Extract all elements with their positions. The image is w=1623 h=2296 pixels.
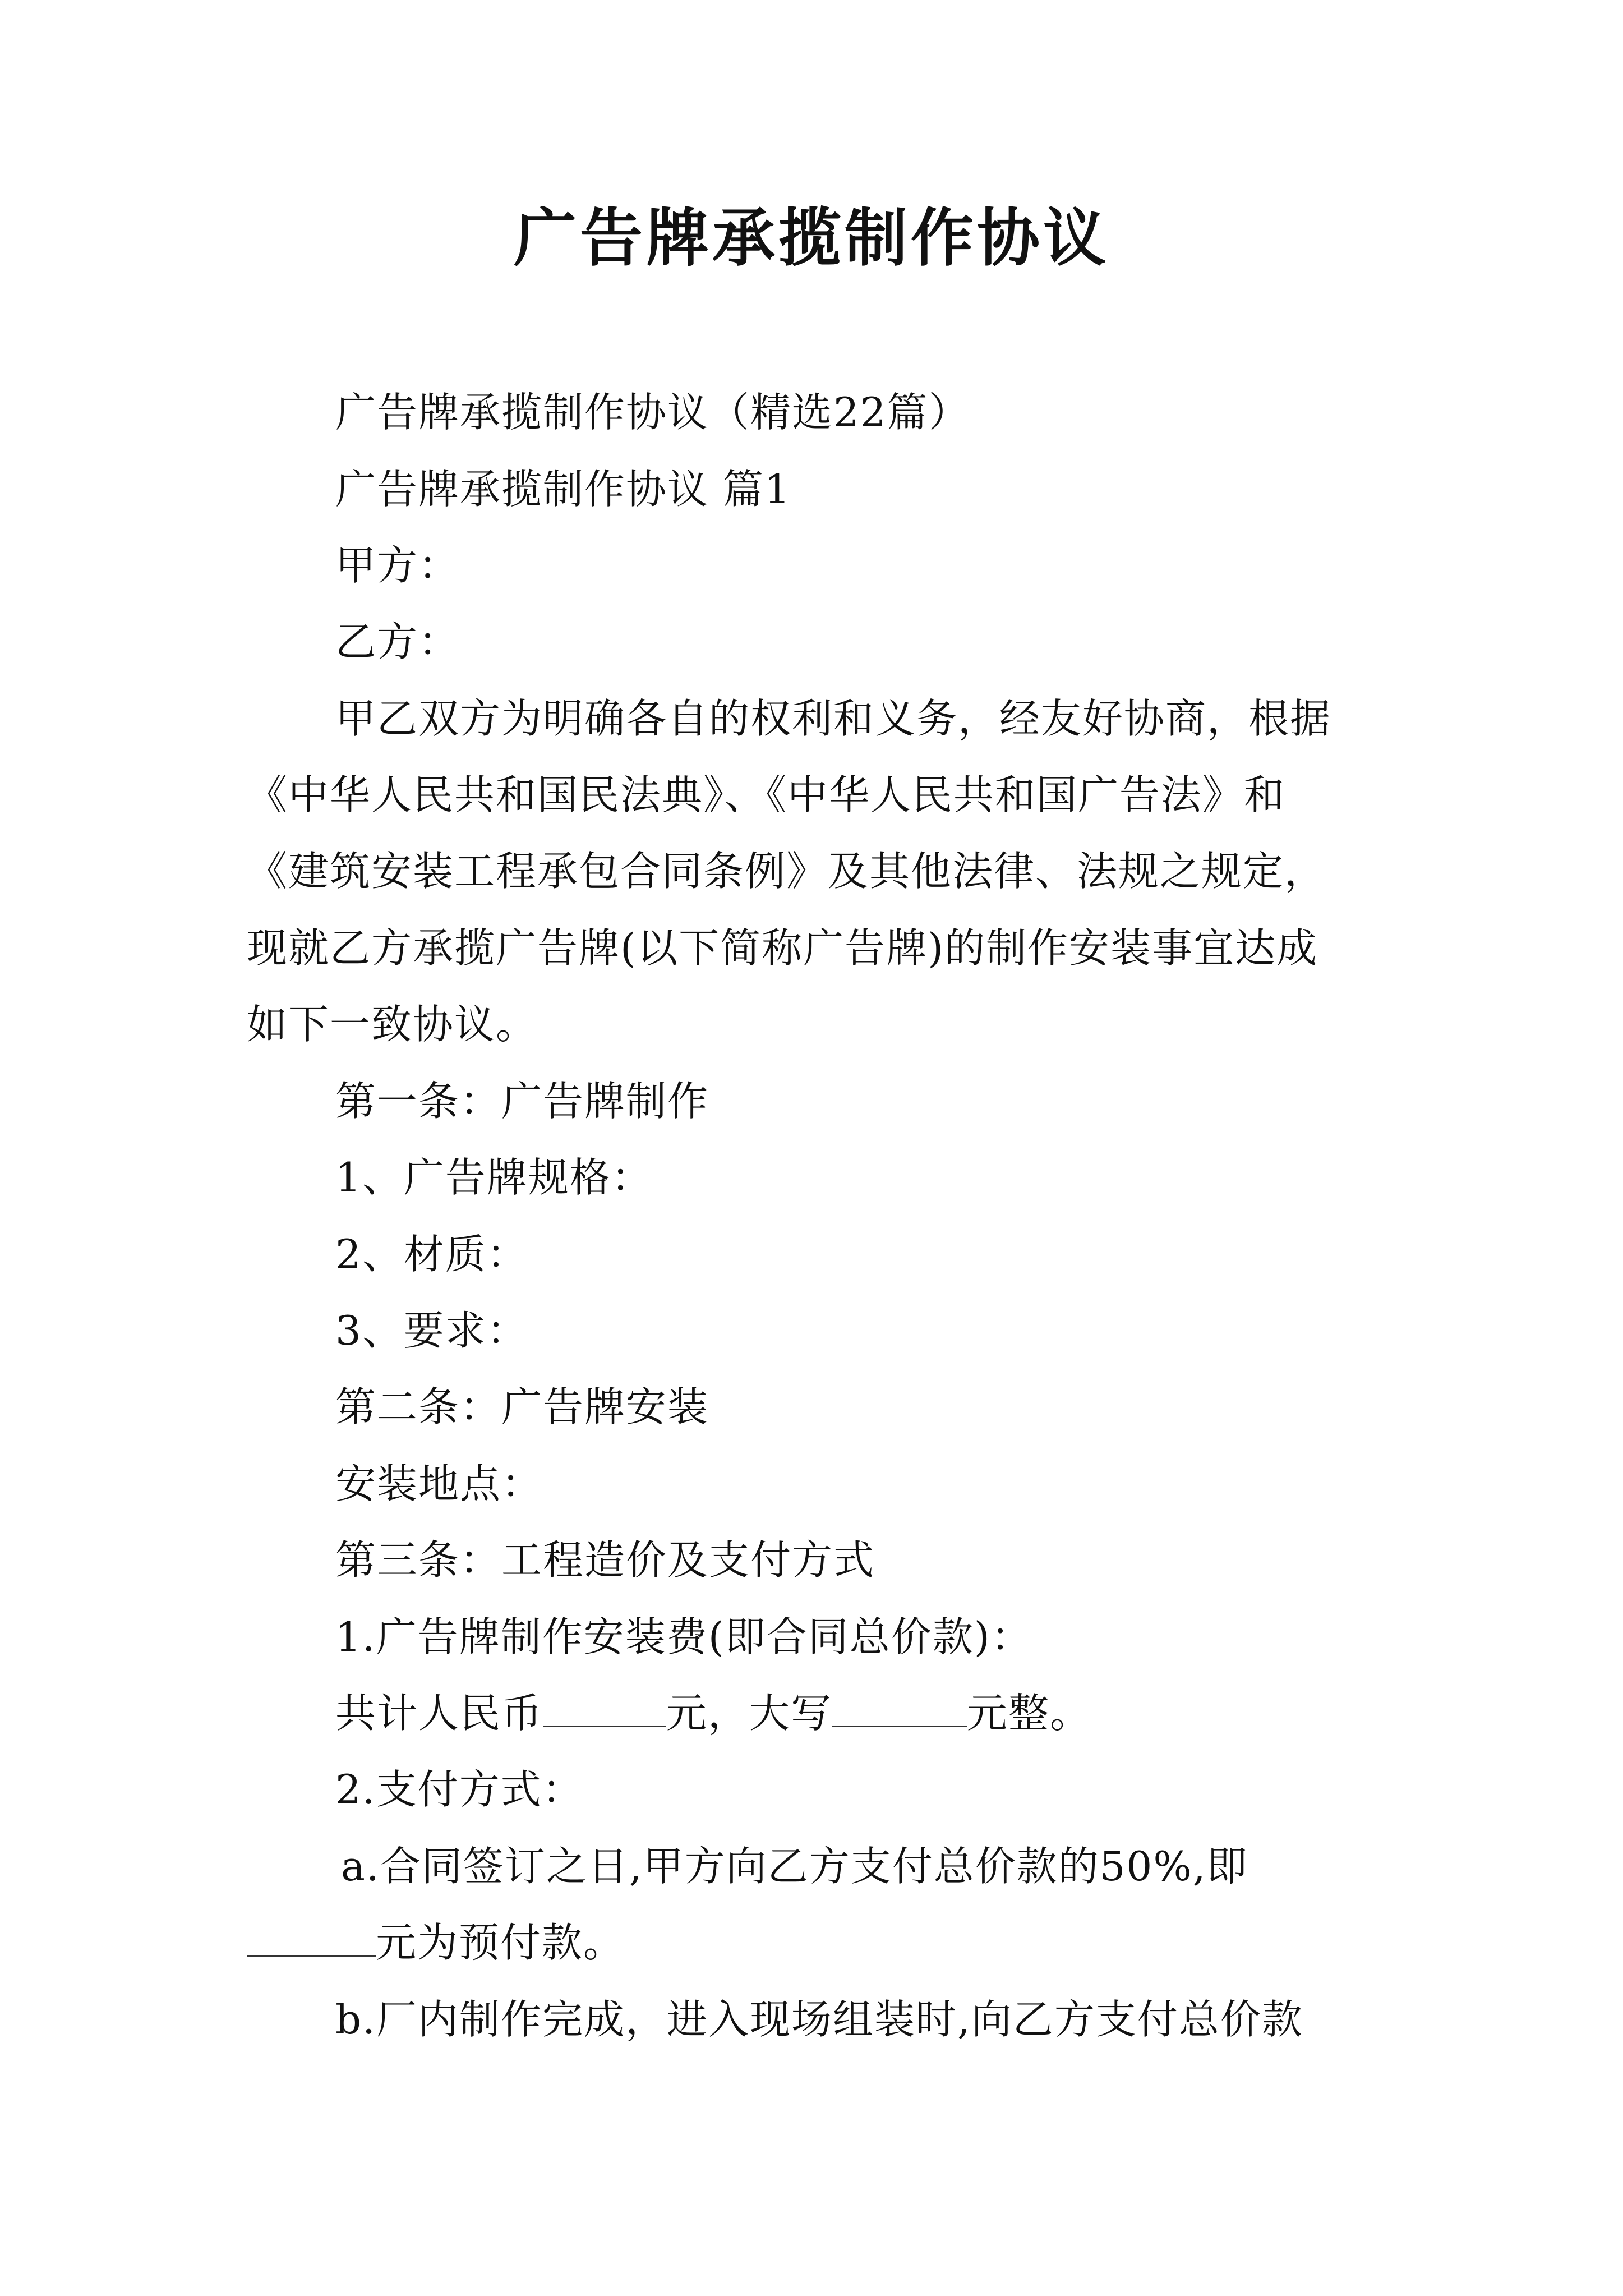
list-item: 2.支付方式： bbox=[335, 1766, 584, 1813]
article-heading: 第三条：工程造价及支付方式 bbox=[335, 1536, 875, 1584]
prepayment-suffix: 元为预付款。 bbox=[376, 1919, 625, 1966]
list-item-continuation bbox=[247, 1915, 625, 1971]
amount-words-blank bbox=[832, 1686, 967, 1727]
price-mid: 元，大写 bbox=[666, 1690, 833, 1737]
prepayment-blank bbox=[247, 1916, 376, 1957]
party-a-label: 甲方： bbox=[335, 542, 460, 589]
price-prefix: 共计人民币 bbox=[335, 1690, 543, 1737]
paragraph-line: 《中华人民共和国民法典》、《中华人民共和国广告法》和 bbox=[247, 771, 1286, 818]
list-item: 1.广告牌制作安装费(即合同总价款)： bbox=[335, 1613, 1032, 1660]
list-item: a.合同签订之日,甲方向乙方支付总价款的50%,即 bbox=[341, 1843, 1248, 1890]
list-item: b.厂内制作完成，进入现场组装时,向乙方支付总价款 bbox=[335, 1996, 1303, 2043]
document-title: 广告牌承揽制作协议 bbox=[514, 201, 1109, 275]
list-item: 2、材质： bbox=[335, 1231, 528, 1278]
amount-blank bbox=[543, 1686, 666, 1727]
party-b-label: 乙方： bbox=[335, 618, 460, 665]
article-heading: 第二条：广告牌安装 bbox=[335, 1383, 709, 1430]
price-suffix: 元整。 bbox=[967, 1690, 1092, 1737]
paragraph-line: 甲乙双方为明确各自的权利和义务，经友好协商，根据 bbox=[335, 695, 1332, 742]
article-heading: 第一条：广告牌制作 bbox=[335, 1078, 709, 1125]
paragraph-line: 现就乙方承揽广告牌(以下简称广告牌)的制作安装事宜达成 bbox=[247, 924, 1318, 972]
list-item: 1、广告牌规格： bbox=[335, 1154, 653, 1201]
paragraph-line: 如下一致协议。 bbox=[247, 1001, 538, 1048]
list-item: 3、要求： bbox=[335, 1307, 528, 1354]
section-heading: 广告牌承揽制作协议 篇1 bbox=[335, 466, 791, 513]
list-item: 安装地点： bbox=[335, 1460, 543, 1507]
paragraph-line: 《建筑安装工程承包合同条例》及其他法律、法规之规定， bbox=[247, 848, 1326, 895]
price-line bbox=[335, 1685, 1091, 1741]
subtitle-line: 广告牌承揽制作协议（精选22篇） bbox=[335, 389, 970, 436]
